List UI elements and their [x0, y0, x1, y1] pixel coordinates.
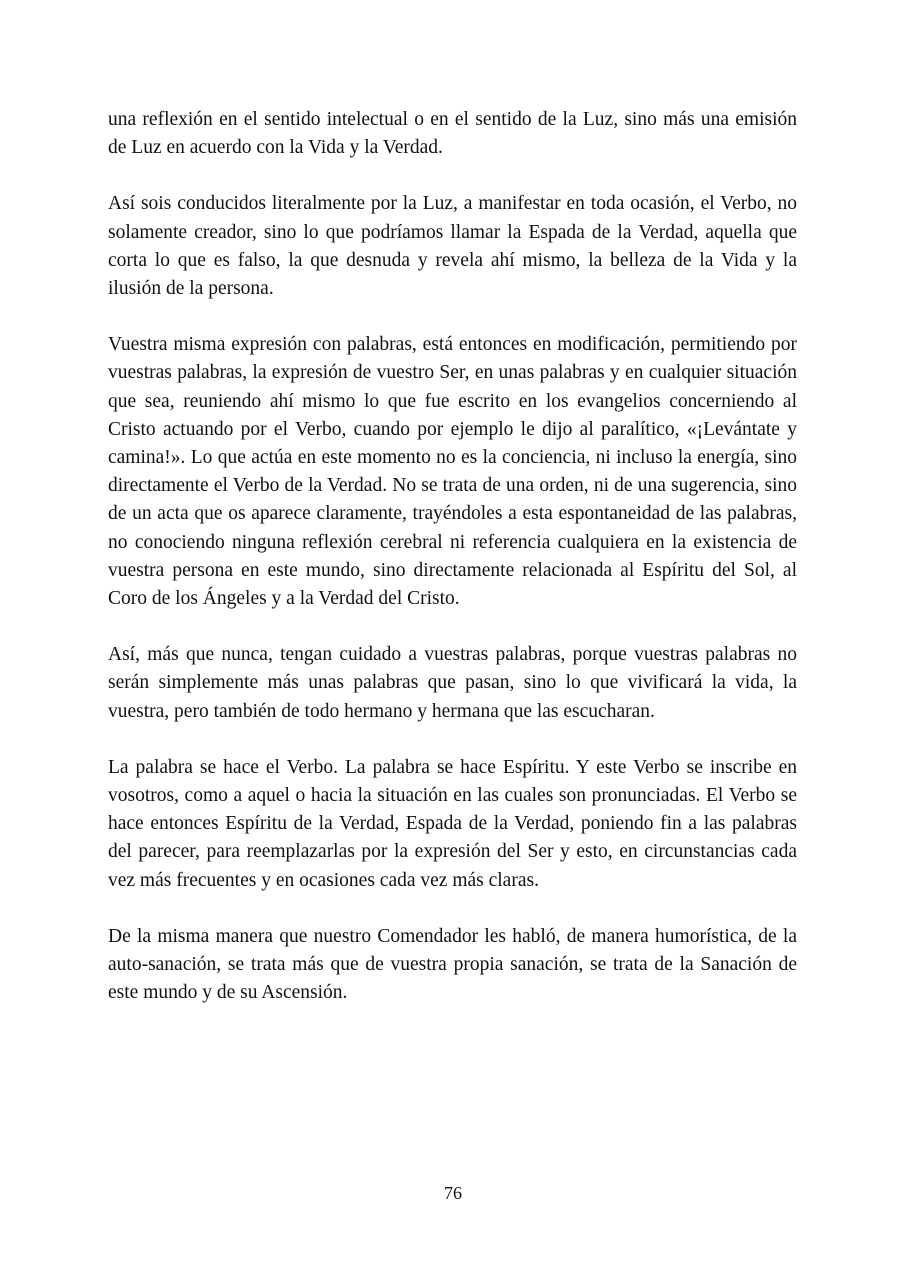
paragraph: La palabra se hace el Verbo. La palabra se hace Espíritu. Y este Verbo se inscribe en vosotros, como a aquel o hacia la situación en las cuales son pronunciadas. El Verbo se hace entonces Espíritu de la Verdad, Espada de la Verdad, poniendo fin a las palabras del parecer, para reemplazarlas por la expresión del Ser y esto, en circunstancias cada vez más frecuentes y en ocasiones cada vez más claras. [108, 756, 797, 891]
paragraph: De la misma manera que nuestro Comendador les habló, de manera humorística, de la auto-sanación, se trata más que de vuestra propia sanación, se trata de la Sanación de este mundo y de su Ascensión. [108, 925, 797, 1004]
paragraph: Así, más que nunca, tengan cuidado a vuestras palabras, porque vuestras palabras no serán simplemente más unas palabras que pasan, sino lo que vivificará la vida, la vuestra, pero también de todo hermano y hermana que las escucharan. [108, 644, 797, 722]
body-text [108, 106, 797, 1035]
paragraph: Vuestra misma expresión con palabras, está entonces en modificación, permitiendo por vuestras palabras, la expresión de vuestro Ser, en unas palabras y en cualquier situación que sea, reuniendo ahí mismo lo que fue escrito en los evangelios concerniendo al Cristo actuando por el Verbo, cuando por ejemplo le dijo al paralítico, «¡Levántate y camina!». Lo que actúa en este momento no es la conciencia, ni incluso la energía, sino directamente el Verbo de la Verdad. No se trata de una orden, ni de una sugerencia, sino de un acta que os aparece claramente, trayéndoles a esta espontaneidad de las palabras, no conociendo ninguna reflexión cerebral ni referencia cualquiera en la existencia de vuestra persona en este mundo, sino directamente relacionada al Espíritu del Sol, al Coro de los Ángeles y a la Verdad del Cristo. [108, 334, 797, 610]
paragraph: Así sois conducidos literalmente por la Luz, a manifestar en toda ocasión, el Verbo, no solamente creador, sino lo que podríamos llamar la Espada de la Verdad, aquella que corta lo que es falso, la que desnuda y revela ahí mismo, la belleza de la Vida y la ilusión de la persona. [108, 193, 797, 300]
page-number: 76 [444, 1183, 462, 1203]
paragraph: una reflexión en el sentido intelectual o en el sentido de la Luz, sino más una emisión de Luz en acuerdo con la Vida y la Verdad. [108, 109, 797, 159]
